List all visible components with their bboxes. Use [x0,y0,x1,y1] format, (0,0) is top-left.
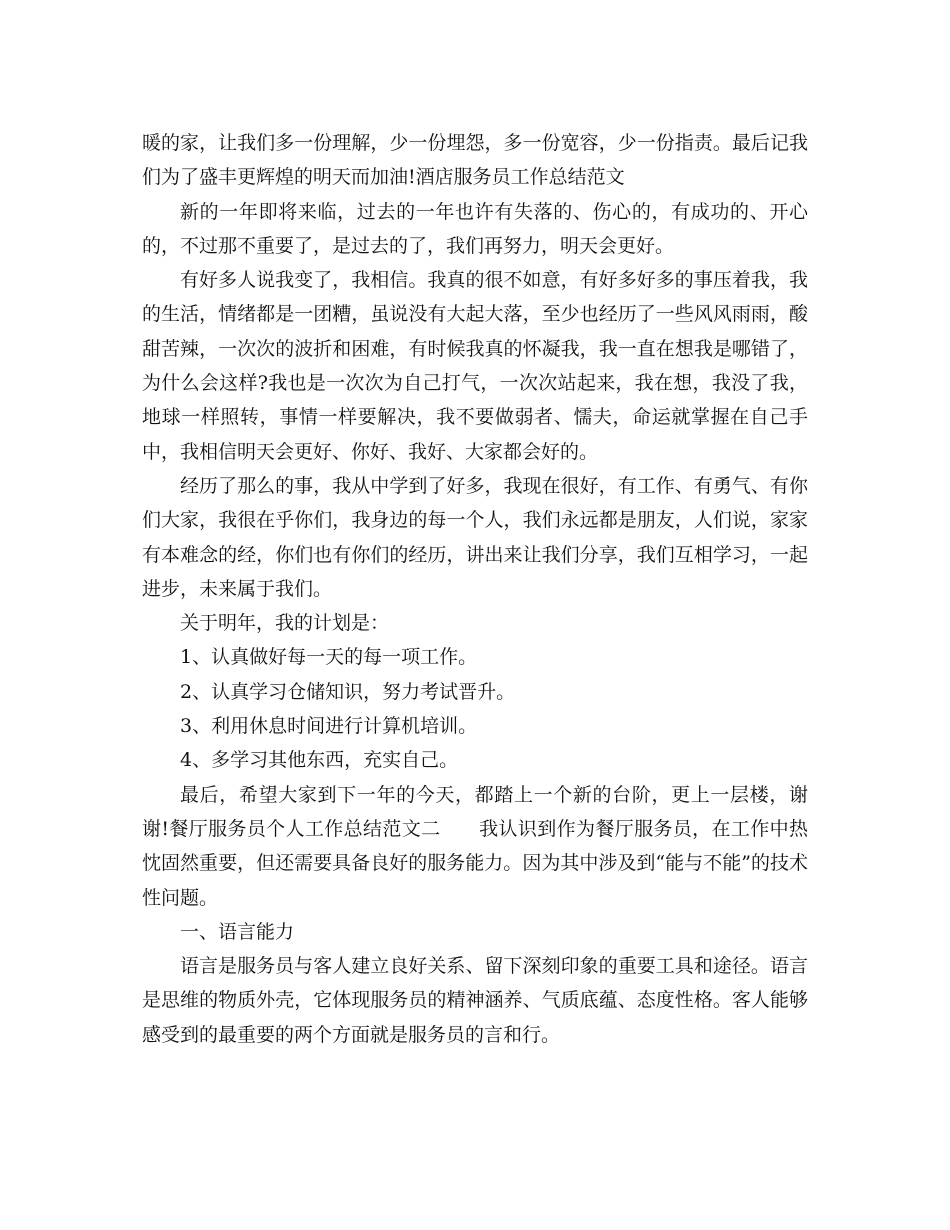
paragraph: 暖的家，让我们多一份理解，少一份埋怨，多一份宽容，少一份指责。最后记我们为了盛丰更辉煌的明天而加油!酒店服务员工作总结范文 [142,132,808,189]
paragraph: 最后，希望大家到下一年的今天，都踏上一个新的台阶，更上一层楼，谢谢!餐厅服务员个人工作总结范文二 我认识到作为餐厅服务员，在工作中热忱固然重要，但还需要具备良好的服务能力。因为其中涉及到“能与不能”的技术性问题。 [142,783,808,909]
paragraph: 有好多人说我变了，我相信。我真的很不如意，有好多好多的事压着我，我的生活，情绪都是一团糟，虽说没有大起大落，至少也经历了一些风风雨雨，酸甜苦辣，一次次的波折和困难，有时候我真的怀凝我，我一直在想我是哪错了，为什么会这样?我也是一次次为自己打气，一次次站起来，我在想，我没了我，地球一样照转，事情一样要解决，我不要做弱者、懦夫，命运就掌握在自己手中，我相信明天会更好、你好、我好、大家都会好的。 [142,269,808,463]
paragraph: 关于明年，我的计划是： [180,612,390,635]
list-item: 2、认真学习仓储知识，努力考试晋升。 [180,680,516,703]
list-item: 4、多学习其他东西，充实自己。 [180,749,459,772]
list-item: 3、利用休息时间进行计算机培训。 [180,715,478,738]
paragraph: 经历了那么的事，我从中学到了好多，我现在很好，有工作、有勇气、有你们大家，我很在乎你们，我身边的每一个人，我们永远都是朋友，人们说，家家有本难念的经，你们也有你们的经历，讲出来让我们分享，我们互相学习，一起进步，未来属于我们。 [142,474,808,600]
section-heading: 一、语言能力 [180,920,295,943]
list-item: 1、认真做好每一天的每一项工作。 [180,646,478,669]
paragraph: 新的一年即将来临，过去的一年也许有失落的、伤心的，有成功的、开心的，不过那不重要了，是过去的了，我们再努力，明天会更好。 [142,200,808,257]
document-body [142,126,808,1052]
paragraph: 语言是服务员与客人建立良好关系、留下深刻印象的重要工具和途径。语言是思维的物质外壳，它体现服务员的精神涵养、气质底蕴、态度性格。客人能够感受到的最重要的两个方面就是服务员的言和行。 [142,955,808,1046]
